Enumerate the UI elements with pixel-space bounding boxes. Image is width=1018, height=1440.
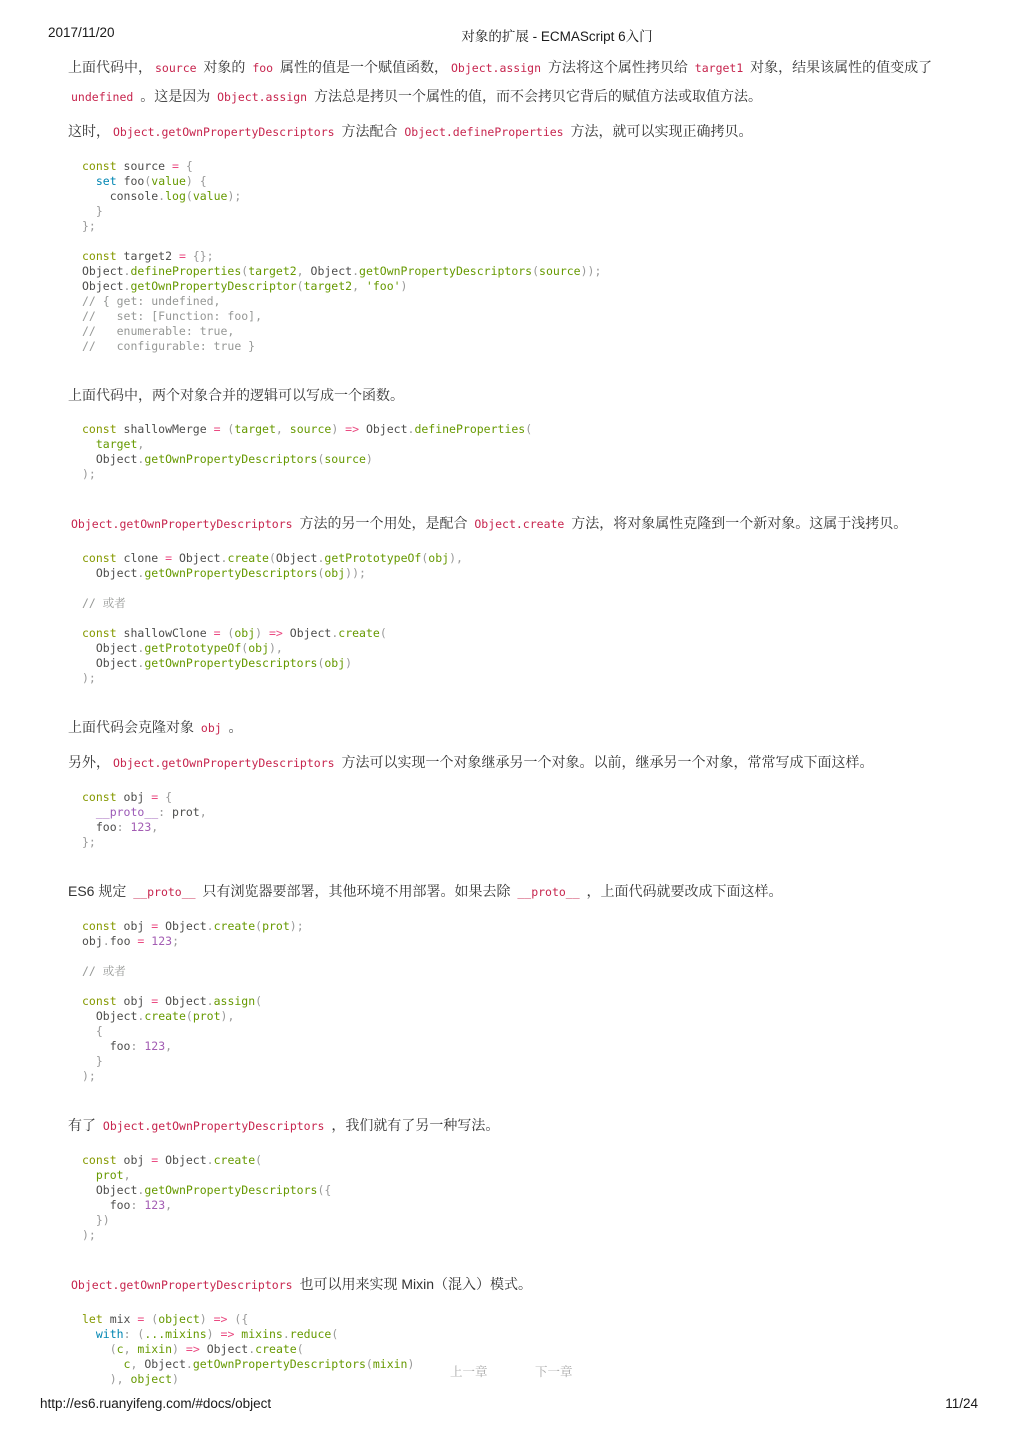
code-token: Object [158, 994, 207, 1008]
inline-code: Object.getOwnPropertyDescriptors [113, 125, 335, 139]
code-token: . [102, 934, 110, 948]
code-token: const [82, 994, 117, 1008]
code-token: ( [331, 1327, 339, 1341]
code-token: ( [296, 1342, 304, 1356]
code-token: , [165, 1198, 173, 1212]
code-token: . [137, 656, 145, 670]
code-token: ); [82, 671, 96, 685]
code-token: target2 [303, 279, 353, 293]
code-token: = [130, 934, 145, 948]
code-token: ) [331, 422, 339, 436]
code-token: { [82, 1024, 103, 1038]
code-token: ); [82, 467, 96, 481]
code-token: => [178, 1342, 200, 1356]
code-token: prot [262, 919, 290, 933]
code-token [82, 1168, 96, 1182]
code-token: source [116, 159, 166, 173]
text-run: 方法总是拷贝一个属性的值，而不会拷贝它背后的赋值方法或取值方法。 [310, 88, 762, 104]
code-token: . [220, 551, 228, 565]
code-token: ( [144, 174, 152, 188]
code-token: , [130, 1357, 145, 1371]
code-token: prot [192, 1009, 221, 1023]
code-token: foo [109, 1039, 131, 1053]
code-token: ) [172, 1372, 179, 1386]
code-token: : [158, 805, 173, 819]
code-token: ( [317, 452, 325, 466]
code-token: . [123, 279, 131, 293]
paragraph [68, 381, 976, 409]
inline-code: target1 [694, 61, 744, 75]
code-token: getOwnPropertyDescriptor [130, 279, 297, 293]
text-run: ES6 规定 [68, 883, 131, 899]
code-token: , [199, 805, 207, 819]
inline-code: Object.getOwnPropertyDescriptors [71, 1278, 293, 1292]
text-run: 。 [224, 719, 243, 735]
code-token: clone [116, 551, 159, 565]
code-token [82, 1009, 96, 1023]
code-token: . [137, 641, 145, 655]
code-token: getPrototypeOf [144, 641, 242, 655]
code-token: => [213, 1327, 235, 1341]
code-token: Object [282, 626, 332, 640]
code-token: { [178, 159, 193, 173]
code-token: ) [206, 1327, 214, 1341]
code-token [82, 805, 96, 819]
code-token: . [407, 422, 415, 436]
code-token: shallowMerge [116, 422, 207, 436]
code-token: {}; [185, 249, 214, 263]
code-token: const [82, 1153, 117, 1167]
code-token: . [137, 1183, 145, 1197]
code-token: ; [172, 934, 179, 948]
chapter-nav [450, 1362, 573, 1380]
code-token: Object [199, 1342, 249, 1356]
code-token: , [275, 422, 290, 436]
code-token: ( [220, 626, 235, 640]
code-token: shallowClone [116, 626, 207, 640]
code-token: obj [248, 641, 269, 655]
code-token: 123 [144, 1198, 166, 1212]
code-token: ( [379, 626, 387, 640]
code-token [82, 641, 96, 655]
code-token: create [144, 1009, 186, 1023]
code-token: ( [185, 1009, 193, 1023]
code-token: getOwnPropertyDescriptors [144, 452, 318, 466]
code-token: = [165, 159, 179, 173]
code-token: ), [449, 551, 463, 565]
code-token: create [213, 919, 256, 933]
code-token: c [123, 1357, 131, 1371]
text-run: 方法可以实现一个对象继承另一个对象。以前，继承另一个对象，常常写成下面这样。 [337, 754, 874, 770]
code-token: ( [532, 264, 540, 278]
code-token: { [158, 790, 173, 804]
code-token: ), [269, 641, 283, 655]
code-token: ); [227, 189, 242, 203]
code-token: ( [220, 422, 235, 436]
code-token: : [116, 820, 131, 834]
code-token: Object [82, 279, 124, 293]
code-token: mix [102, 1312, 131, 1326]
code-token: = [206, 626, 221, 640]
code-token: )); [345, 566, 366, 580]
code-token: // 或者 [82, 596, 126, 610]
code-token: getOwnPropertyDescriptors [144, 566, 318, 580]
code-token [82, 656, 96, 670]
text-run: 方法的另一个用处，是配合 [295, 515, 472, 531]
code-token: . [317, 551, 325, 565]
inline-code: Object.defineProperties [404, 125, 564, 139]
code-token: , [123, 1168, 131, 1182]
inline-code: __proto__ [133, 885, 196, 899]
code-token: )); [580, 264, 602, 278]
code-token [82, 1357, 124, 1371]
code-token: ( [185, 189, 193, 203]
code-token: = [206, 422, 221, 436]
code-token: ) [255, 626, 263, 640]
code-token: 123 [130, 820, 152, 834]
prev-chapter-link[interactable]: 上一章 [450, 1365, 488, 1379]
code-token: create [255, 1342, 297, 1356]
code-token: __proto__ [95, 805, 159, 819]
code-token: obj [116, 919, 145, 933]
code-token: ( [241, 641, 249, 655]
code-block [82, 159, 976, 354]
code-token: defineProperties [414, 422, 526, 436]
code-block [82, 1153, 976, 1243]
code-token: assign [213, 994, 256, 1008]
code-token: // configurable: true } [82, 339, 256, 353]
code-token: = [144, 1153, 159, 1167]
code-token [82, 566, 96, 580]
code-token: . [206, 1153, 214, 1167]
code-token: = [144, 919, 159, 933]
code-token: target [95, 437, 138, 451]
code-token: }) [82, 1213, 110, 1227]
code-token: ( [268, 551, 276, 565]
code-token: Object [275, 551, 318, 565]
code-token: const [82, 159, 117, 173]
code-token: set [95, 174, 117, 188]
code-token: = [144, 994, 159, 1008]
inline-code: Object.getOwnPropertyDescriptors [102, 1119, 325, 1133]
code-token: . [137, 566, 145, 580]
code-token: , [123, 1342, 138, 1356]
code-token: value [192, 189, 228, 203]
code-token: ( [241, 264, 249, 278]
text-run: 上面代码中， [68, 59, 152, 75]
code-token: Object [359, 422, 408, 436]
paragraph [68, 509, 976, 538]
print-date: 2017/11/20 [48, 25, 115, 40]
code-token: ), [220, 1009, 235, 1023]
code-token: create [338, 626, 380, 640]
text-run: 方法，将对象属性克隆到一个新对象。这属于浅拷贝。 [567, 515, 908, 531]
code-token: Object [158, 919, 207, 933]
text-run: 上面代码中，两个对象合并的逻辑可以写成一个函数。 [68, 387, 404, 403]
code-token: const [82, 249, 117, 263]
code-token: // set: [Function: foo], [82, 309, 263, 323]
code-token: defineProperties [130, 264, 242, 278]
code-token: . [352, 264, 360, 278]
text-run: 只有浏览器要部署，其他环境不用部署。如果去除 [198, 883, 515, 899]
code-token: }; [82, 219, 96, 233]
code-token: Object [95, 566, 138, 580]
text-run: ，我们就有了另一种写法。 [327, 1117, 500, 1133]
code-token: ) [365, 452, 373, 466]
text-run: 方法将这个属性拷贝给 [544, 59, 692, 75]
code-token: = [130, 1312, 145, 1326]
code-token: // enumerable: true, [82, 324, 235, 338]
code-token: ( [296, 279, 304, 293]
code-token: reduce [289, 1327, 332, 1341]
code-token: ( [255, 994, 263, 1008]
code-token: const [82, 919, 117, 933]
document-body [68, 0, 976, 1387]
code-token: // { get: undefined, [82, 294, 221, 308]
code-token: ( [255, 1153, 263, 1167]
code-token: obj [234, 626, 256, 640]
text-run: 上面代码会克隆对象 [68, 719, 198, 735]
code-block [82, 422, 976, 482]
code-token: create [227, 551, 269, 565]
code-token: source [324, 452, 366, 466]
inline-code: Object.create [474, 517, 565, 531]
code-token: getOwnPropertyDescriptors [144, 656, 318, 670]
code-token: Object [95, 1183, 138, 1197]
code-token: = [144, 790, 159, 804]
code-token: foo [109, 934, 131, 948]
page-number: 11/24 [945, 1396, 978, 1411]
code-token: ) [199, 1312, 207, 1326]
code-token: . [185, 1357, 193, 1371]
code-token: . [158, 189, 166, 203]
code-token: ), [82, 1372, 131, 1386]
code-token: obj [324, 656, 346, 670]
code-token: ); [82, 1069, 96, 1083]
code-block [82, 919, 976, 1084]
code-token: : [130, 1198, 145, 1212]
code-token: mixin [372, 1357, 408, 1371]
code-token: } [82, 1054, 103, 1068]
code-token: : ( [123, 1327, 145, 1341]
code-token: with [95, 1327, 124, 1341]
inline-code: __proto__ [517, 885, 580, 899]
code-token: obj [428, 551, 450, 565]
code-token: ( [317, 566, 325, 580]
next-chapter-link[interactable]: 下一章 [535, 1365, 573, 1379]
paragraph [68, 713, 976, 742]
code-token: const [82, 551, 117, 565]
text-run: 也可以用来实现 Mixin（混入）模式。 [295, 1276, 533, 1292]
code-token [82, 452, 96, 466]
code-token: => [262, 626, 283, 640]
code-token [82, 820, 96, 834]
code-token: Object [158, 1153, 207, 1167]
source-url: http://es6.ruanyifeng.com/#docs/object [40, 1396, 272, 1411]
code-token: ) [407, 1357, 415, 1371]
code-token [82, 189, 110, 203]
code-token: c [116, 1342, 124, 1356]
code-token: . [137, 1009, 145, 1023]
code-token: ...mixins [144, 1327, 207, 1341]
text-run: 有了 [68, 1117, 100, 1133]
code-token: getOwnPropertyDescriptors [359, 264, 533, 278]
code-token: mixin [137, 1342, 173, 1356]
text-run: 对象，结果该属性的值变成了 [746, 59, 933, 75]
code-token: ) [345, 656, 353, 670]
code-token: mixins [234, 1327, 283, 1341]
paragraph [68, 53, 976, 111]
code-token: log [165, 189, 186, 203]
code-token: foo [109, 1198, 131, 1212]
code-token: 'foo' [365, 279, 401, 293]
code-token: source [539, 264, 581, 278]
code-token: value [151, 174, 186, 188]
paragraph [68, 877, 976, 906]
code-token: obj [116, 994, 145, 1008]
code-token: ( [317, 656, 325, 670]
code-token: = [158, 551, 173, 565]
inline-code: obj [200, 721, 222, 735]
text-run: 方法配合 [337, 123, 402, 139]
code-token [82, 1327, 96, 1341]
inline-code: foo [252, 61, 274, 75]
code-token: ) [172, 1342, 179, 1356]
code-token: . [137, 452, 145, 466]
code-token: obj [82, 934, 103, 948]
inline-code: Object.assign [451, 61, 542, 75]
code-token: ( [525, 422, 533, 436]
paragraph [68, 1111, 976, 1140]
code-token: } [82, 204, 103, 218]
page-title: 对象的扩展 - ECMAScript 6入门 [461, 29, 653, 44]
code-token: , [296, 264, 311, 278]
code-token [82, 437, 96, 451]
text-run: 对象的 [199, 59, 250, 75]
code-token: Object [95, 656, 138, 670]
code-token: Object [95, 641, 138, 655]
code-token: . [206, 994, 214, 1008]
code-token: Object [95, 1009, 138, 1023]
inline-code: undefined [71, 90, 134, 104]
code-token: getOwnPropertyDescriptors [144, 1183, 318, 1197]
code-token: target2 [116, 249, 173, 263]
code-token: ({ [227, 1312, 249, 1326]
inline-code: Object.assign [217, 90, 308, 104]
code-token: ( [82, 1342, 117, 1356]
code-token: prot [95, 1168, 124, 1182]
code-block [82, 551, 976, 686]
code-token: , [352, 279, 366, 293]
code-token: getOwnPropertyDescriptors [192, 1357, 366, 1371]
code-token: create [213, 1153, 256, 1167]
text-run: 这时， [68, 123, 110, 139]
code-token: ( [144, 1312, 159, 1326]
code-token: foo [95, 820, 117, 834]
code-token: ) { [185, 174, 207, 188]
code-token: console [109, 189, 159, 203]
inline-code: Object.getOwnPropertyDescriptors [113, 756, 335, 770]
paragraph [68, 1270, 976, 1299]
code-token: let [82, 1312, 103, 1326]
code-token: Object [310, 264, 353, 278]
code-token: , [151, 820, 159, 834]
paragraph [68, 117, 976, 146]
text-run: 另外， [68, 754, 110, 770]
code-token: obj [116, 1153, 145, 1167]
code-token: ( [421, 551, 429, 565]
code-token: ) [400, 279, 408, 293]
code-token: = [172, 249, 186, 263]
code-token [82, 1198, 110, 1212]
paragraph [68, 748, 976, 777]
code-token: obj [324, 566, 346, 580]
code-block [82, 790, 976, 850]
code-token [82, 1039, 110, 1053]
inline-code: source [155, 61, 197, 75]
code-token: , [137, 437, 145, 451]
code-token: . [331, 626, 339, 640]
code-token: getPrototypeOf [324, 551, 422, 565]
text-run: 。这是因为 [136, 88, 215, 104]
code-token: , [165, 1039, 173, 1053]
code-token: foo [116, 174, 145, 188]
code-token: object [130, 1372, 173, 1386]
code-token [82, 174, 96, 188]
code-token: : [130, 1039, 145, 1053]
code-token: }; [82, 835, 96, 849]
code-token: 123 [144, 934, 173, 948]
print-footer [40, 1396, 978, 1412]
code-token: target2 [248, 264, 297, 278]
code-token: . [123, 264, 131, 278]
code-token: const [82, 790, 117, 804]
code-token: target [234, 422, 276, 436]
code-token: source [289, 422, 332, 436]
text-run: 属性的值是一个赋值函数， [276, 59, 448, 75]
code-token: object [158, 1312, 200, 1326]
code-token: 123 [144, 1039, 166, 1053]
code-token: ); [289, 919, 304, 933]
code-token: prot [172, 805, 200, 819]
text-run: 方法，就可以实现正确拷贝。 [566, 123, 753, 139]
code-token: => [338, 422, 360, 436]
code-token: Object [95, 452, 138, 466]
code-token: // 或者 [82, 964, 126, 978]
code-token: ({ [317, 1183, 332, 1197]
code-token [82, 1183, 96, 1197]
code-token: obj [116, 790, 145, 804]
code-token: . [248, 1342, 256, 1356]
code-token: ( [255, 919, 263, 933]
code-token: Object [82, 264, 124, 278]
code-token: . [206, 919, 214, 933]
code-token: const [82, 626, 117, 640]
code-token: => [206, 1312, 228, 1326]
code-token: const [82, 422, 117, 436]
code-token: ); [82, 1228, 96, 1242]
code-token: Object [172, 551, 221, 565]
text-run: ，上面代码就要改成下面这样。 [582, 883, 783, 899]
code-token: Object [144, 1357, 186, 1371]
code-token: . [282, 1327, 290, 1341]
code-token: ( [365, 1357, 373, 1371]
inline-code: Object.getOwnPropertyDescriptors [71, 517, 293, 531]
